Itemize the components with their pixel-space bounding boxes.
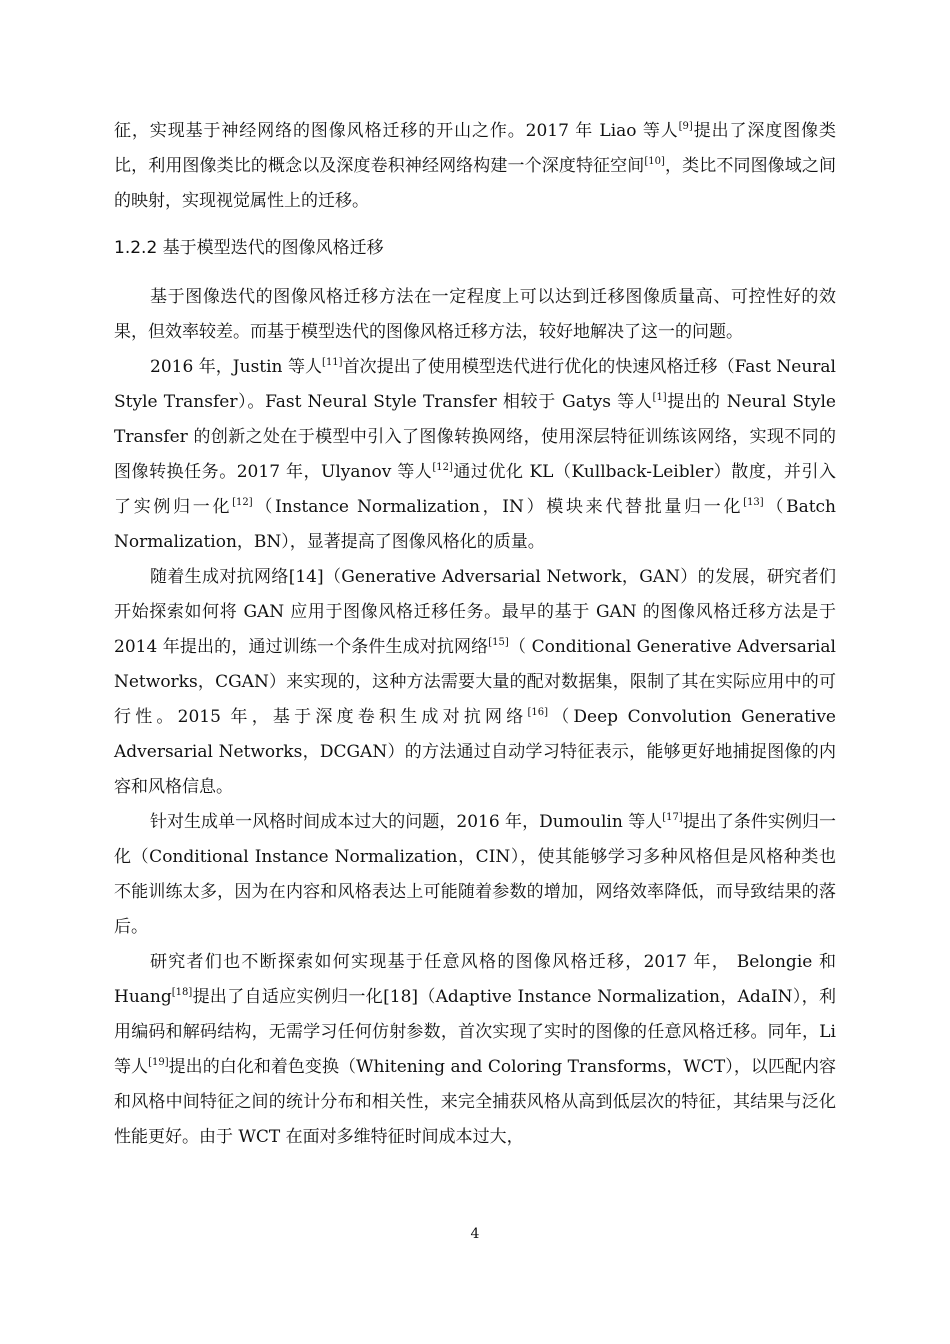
text-run: ，类比不同图像域之间的映射，实现视觉属性上的迁移。 xyxy=(114,156,837,211)
citation-ref: [19] xyxy=(148,1057,169,1068)
citation-ref: [12] xyxy=(232,497,253,508)
text-run: 通过优化 KL（Kullback-Leibler）散度，并引入了实例归一化 xyxy=(114,462,836,517)
text-run: 首次提出了使用模型迭代进行优化的快速风格迁移（Fast Neural Style Transfer）。Fast Neural Style Transfer 相较于 Gatys 等人 xyxy=(114,357,836,412)
text-run: （Instance Normalization，IN）模块来代替批量归一化 xyxy=(252,497,744,517)
text-run: 提出的 Neural Style Transfer 的创新之处在于模型中引入了图像转换网络，使用深层特征训练该网络，实现不同的图像转换任务。2017 年，Ulyanov 等人 xyxy=(114,392,836,482)
text-run: 基于图像迭代的图像风格迁移方法在一定程度上可以达到迁移图像质量高、可控性好的效果，但效率较差。而基于模型迭代的图像风格迁移方法，较好地解决了这一的问题。 xyxy=(114,287,836,342)
text-run: 随着生成对抗网络[14]（Generative Adversarial Network，GAN）的发展，研究者们开始探索如何将 GAN 应用于图像风格迁移任务。最早的基于 GAN 的图像风格迁移方法是于 2014 年提出的，通过训练一个条件生成对抗网络 xyxy=(114,567,836,657)
paragraph-continuation xyxy=(114,114,836,219)
paragraph xyxy=(114,350,836,560)
citation-ref: [15] xyxy=(488,637,509,648)
citation-ref: [16] xyxy=(527,707,548,718)
page-number: 4 xyxy=(470,1226,480,1242)
citation-ref: [10] xyxy=(644,156,665,167)
citation-ref: [9] xyxy=(678,121,693,132)
section-heading: 1.2.2 基于模型迭代的图像风格迁移 xyxy=(114,238,384,258)
paragraph xyxy=(114,560,836,805)
body-text-main xyxy=(114,280,836,1155)
citation-ref: [18] xyxy=(171,987,193,998)
text-run: 2016 年，Justin 等人 xyxy=(150,357,323,377)
text-run: 针对生成单一风格时间成本过大的问题，2016 年，Dumoulin 等人 xyxy=(150,812,663,832)
text-run: 提出了深度图像类比，利用图像类比的概念以及深度卷积神经网络构建一个深度特征空间 xyxy=(114,121,837,176)
text-run: （Batch Normalization，BN），显著提高了图像风格化的质量。 xyxy=(114,497,837,552)
citation-ref: [1] xyxy=(652,392,667,403)
text-run: （ Conditional Generative Adversarial Networks，CGAN）来实现的，这种方法需要大量的配对数据集，限制了其在实际应用中的可行性。2015 年，基于深度卷积生成对抗网络 xyxy=(114,637,836,727)
text-run: 研究者们也不断探索如何实现基于任意风格的图像风格迁移，2017 年， Belongie 和 Huang xyxy=(114,952,836,1007)
paragraph xyxy=(114,945,836,1155)
citation-ref: [11] xyxy=(322,357,343,368)
paragraph xyxy=(114,280,836,350)
text-run: 提出了条件实例归一化（Conditional Instance Normalization，CIN），使其能够学习多种风格但是风格种类也不能训练太多，因为在内容和风格表达上可能随着参数的增加，网络效率降低，而导致结果的落后。 xyxy=(114,812,836,937)
text-run: 提出的白化和着色变换（Whitening and Coloring Transforms，WCT），以匹配内容和风格中间特征之间的统计分布和相关性，来完全捕获风格从高到低层次的特征，其结果与泛化性能更好。由于 WCT 在面对多维特征时间成本过大， xyxy=(114,1057,837,1147)
citation-ref: [13] xyxy=(743,497,764,508)
text-run: （Deep Convolution Generative Adversarial Networks，DCGAN）的方法通过自动学习特征表示，能够更好地捕捉图像的内容和风格信息。 xyxy=(114,707,836,797)
text-run: 征，实现基于神经网络的图像风格迁移的开山之作。2017 年 Liao 等人 xyxy=(114,121,679,141)
paragraph xyxy=(114,805,836,945)
citation-ref: [12] xyxy=(432,462,453,473)
citation-ref: [17] xyxy=(662,812,683,823)
text-run: 提出了自适应实例归一化[18]（Adaptive Instance Normalization，AdaIN），利用编码和解码结构，无需学习任何仿射参数，首次实现了实时的图像的任意风格迁移。同年，Li 等人 xyxy=(114,987,836,1077)
body-text-top xyxy=(114,114,836,219)
